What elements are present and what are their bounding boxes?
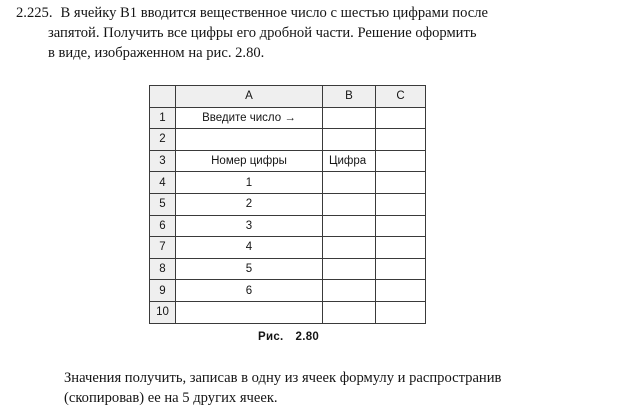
sheet-row bbox=[150, 280, 426, 302]
row-header: 2 bbox=[150, 129, 176, 151]
cell-a: 5 bbox=[176, 258, 323, 280]
cell-a: 1 bbox=[176, 172, 323, 194]
cell-a bbox=[176, 129, 323, 151]
row-header: 3 bbox=[150, 150, 176, 172]
sheet-row bbox=[150, 150, 426, 172]
spreadsheet-figure bbox=[149, 85, 426, 324]
problem-number: 2.225. bbox=[16, 5, 53, 21]
sheet-row bbox=[150, 215, 426, 237]
row-header: 5 bbox=[150, 193, 176, 215]
cell-c bbox=[376, 237, 426, 259]
row-header: 1 bbox=[150, 107, 176, 129]
sheet-row bbox=[150, 129, 426, 151]
cell-c bbox=[376, 172, 426, 194]
problem-line-1: 2.225. В ячейку В1 вводится вещественное число с шестью цифрами после bbox=[16, 5, 488, 21]
column-header-c: C bbox=[376, 86, 426, 108]
cell-a: Введите число → bbox=[176, 107, 323, 129]
cell-b bbox=[323, 258, 376, 280]
cell-b bbox=[323, 107, 376, 129]
cell-c bbox=[376, 150, 426, 172]
cell-b bbox=[323, 301, 376, 323]
row-header: 8 bbox=[150, 258, 176, 280]
column-header-row bbox=[150, 86, 426, 108]
cell-a: 4 bbox=[176, 237, 323, 259]
footer-text bbox=[64, 368, 501, 408]
problem-line-3: в виде, изображенном на рис. 2.80. bbox=[48, 45, 265, 61]
cell-b bbox=[323, 129, 376, 151]
cell-c bbox=[376, 301, 426, 323]
cell-c bbox=[376, 215, 426, 237]
sheet-row bbox=[150, 301, 426, 323]
sheet-row bbox=[150, 258, 426, 280]
cell-c bbox=[376, 107, 426, 129]
figure-caption bbox=[258, 331, 319, 343]
column-header-a: A bbox=[176, 86, 323, 108]
problem-text bbox=[16, 3, 608, 63]
footer-line-1: Значения получить, записав в одну из ячеек формулу и распространив bbox=[64, 370, 502, 386]
footer-line-2: (скопировав) ее на 5 других ячеек. bbox=[64, 390, 278, 406]
cell-b bbox=[323, 193, 376, 215]
cell-b bbox=[323, 215, 376, 237]
row-header: 6 bbox=[150, 215, 176, 237]
sheet-row bbox=[150, 107, 426, 129]
cell-c bbox=[376, 193, 426, 215]
cell-b bbox=[323, 237, 376, 259]
problem-line-2: запятой. Получить все цифры его дробной части. Решение оформить bbox=[48, 25, 477, 41]
cell-a: 6 bbox=[176, 280, 323, 302]
cell-c bbox=[376, 258, 426, 280]
caption-number: 2.80 bbox=[295, 331, 320, 343]
cell-b bbox=[323, 172, 376, 194]
cell-b bbox=[323, 280, 376, 302]
column-header-b: B bbox=[323, 86, 376, 108]
corner-cell bbox=[150, 86, 176, 108]
cell-a: 2 bbox=[176, 193, 323, 215]
cell-a: 3 bbox=[176, 215, 323, 237]
row-header: 4 bbox=[150, 172, 176, 194]
row-header: 9 bbox=[150, 280, 176, 302]
sheet-row bbox=[150, 193, 426, 215]
caption-label: Рис. bbox=[258, 331, 284, 343]
cell-a: Номер цифры bbox=[176, 150, 323, 172]
sheet-row bbox=[150, 172, 426, 194]
cell-a bbox=[176, 301, 323, 323]
cell-b: Цифра bbox=[323, 150, 376, 172]
cell-c bbox=[376, 280, 426, 302]
sheet-row bbox=[150, 237, 426, 259]
cell-c bbox=[376, 129, 426, 151]
row-header: 10 bbox=[150, 301, 176, 323]
row-header: 7 bbox=[150, 237, 176, 259]
